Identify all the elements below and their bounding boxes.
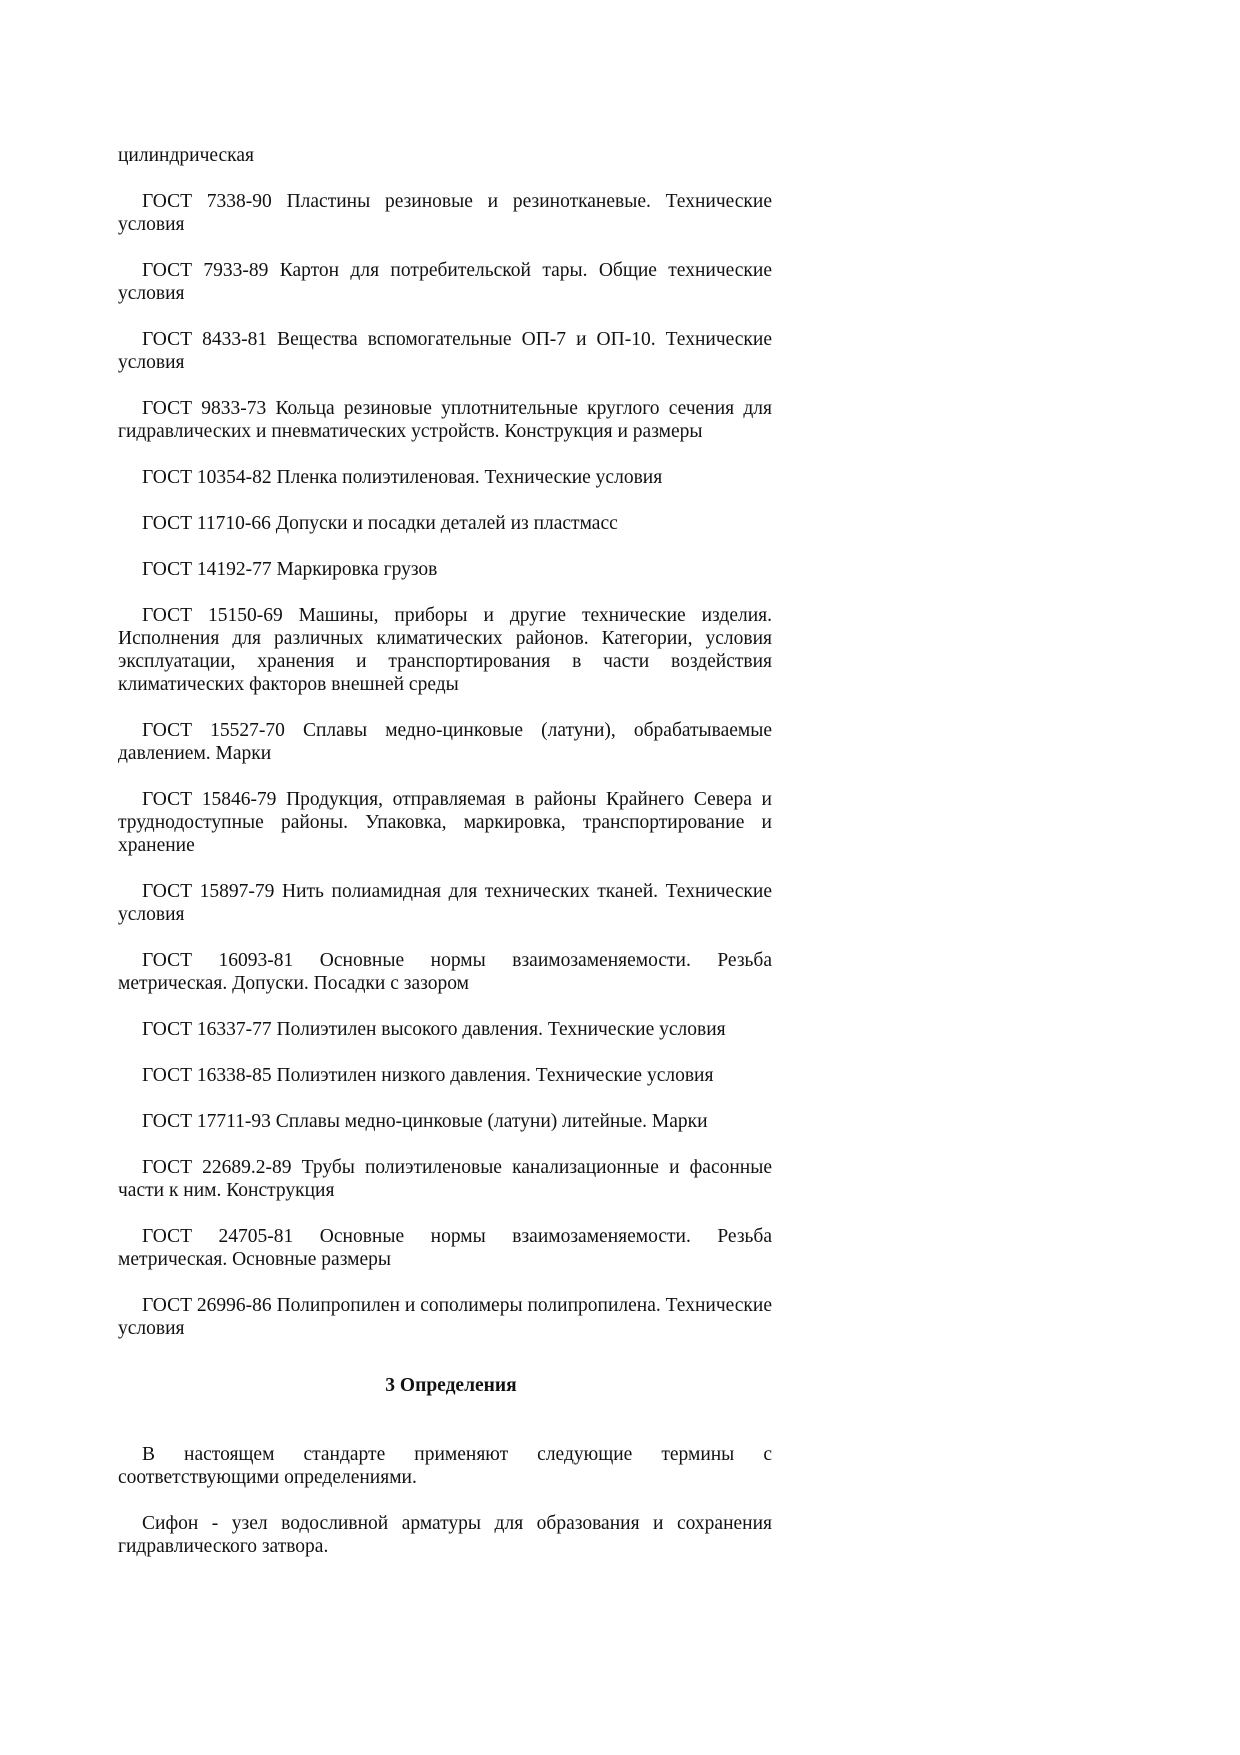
reference-item: ГОСТ 8433-81 Вещества вспомогательные ОП-7 и ОП-10. Технические условия xyxy=(118,329,772,373)
reference-item: ГОСТ 9833-73 Кольца резиновые уплотнительные круглого сечения для гидравлических и пневматических устройств. Конструкция и размеры xyxy=(118,398,772,442)
reference-item: ГОСТ 14192-77 Маркировка грузов xyxy=(142,559,438,580)
reference-item: ГОСТ 15846-79 Продукция, отправляемая в районы Крайнего Севера и труднодоступные районы. Упаковка, маркировка, транспортирование и хранение xyxy=(118,789,772,856)
reference-item: ГОСТ 16338-85 Полиэтилен низкого давления. Технические условия xyxy=(142,1065,714,1086)
reference-item: ГОСТ 15150-69 Машины, приборы и другие технические изделия. Исполнения для различных климатических районов. Категории, условия эксплуатации, хранения и транспортирования в части воздействия климатических факторов внешней среды xyxy=(118,605,772,695)
reference-item: ГОСТ 16093-81 Основные нормы взаимозаменяемости. Резьба метрическая. Допуски. Посадки с зазором xyxy=(118,950,772,994)
references-list xyxy=(118,190,772,1340)
definitions-section xyxy=(118,1443,772,1558)
reference-item: ГОСТ 10354-82 Пленка полиэтиленовая. Технические условия xyxy=(142,467,663,488)
section-paragraph: В настоящем стандарте применяют следующие термины с соответствующими определениями. xyxy=(118,1444,772,1488)
reference-item: ГОСТ 11710-66 Допуски и посадки деталей из пластмасс xyxy=(142,513,618,534)
section-heading: 3 Определения xyxy=(385,1375,517,1396)
reference-item: ГОСТ 7338-90 Пластины резиновые и резинотканевые. Технические условия xyxy=(118,191,772,235)
reference-item: ГОСТ 17711-93 Сплавы медно-цинковые (латуни) литейные. Марки xyxy=(142,1111,708,1132)
reference-item: ГОСТ 15527-70 Сплавы медно-цинковые (латуни), обрабатываемые давлением. Марки xyxy=(118,720,772,764)
document-page xyxy=(118,144,772,1581)
continuation-text: цилиндрическая xyxy=(118,145,254,166)
definition-paragraph: Сифон - узел водосливной арматуры для образования и сохранения гидравлического затвора. xyxy=(118,1513,772,1557)
reference-item: ГОСТ 15897-79 Нить полиамидная для технических тканей. Технические условия xyxy=(118,881,772,925)
reference-item: ГОСТ 24705-81 Основные нормы взаимозаменяемости. Резьба метрическая. Основные размеры xyxy=(118,1226,772,1270)
reference-item: ГОСТ 7933-89 Картон для потребительской тары. Общие технические условия xyxy=(118,260,772,304)
reference-item: ГОСТ 16337-77 Полиэтилен высокого давления. Технические условия xyxy=(142,1019,726,1040)
reference-item: ГОСТ 22689.2-89 Трубы полиэтиленовые канализационные и фасонные части к ним. Конструкция xyxy=(118,1157,772,1201)
reference-item: ГОСТ 26996-86 Полипропилен и сополимеры полипропилена. Технические условия xyxy=(118,1295,772,1339)
